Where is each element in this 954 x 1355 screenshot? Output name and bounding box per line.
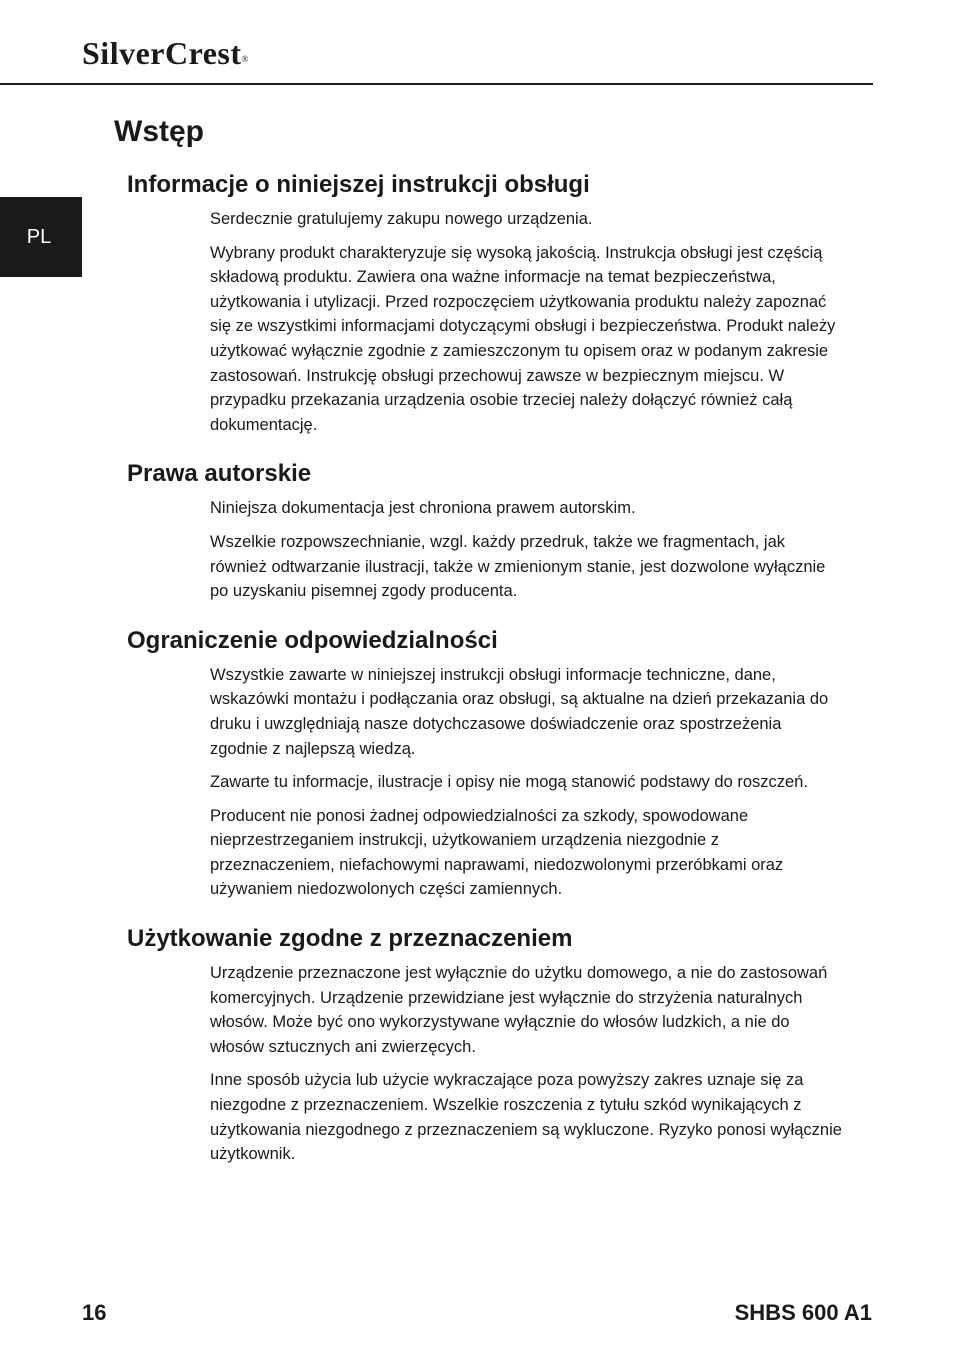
brand-name: SilverCrest: [82, 35, 242, 71]
paragraph: Wszystkie zawarte w niniejszej instrukcji obsługi informacje techniczne, dane, wskazówki montażu i podłączania oraz obsługi, są aktualne na dzień przekazania do druku i uwzględniają nasze dotychczasowe doświadczenie oraz spostrzeżenia zgodnie z najlepszą wiedzą.: [210, 665, 829, 758]
paragraph: Inne sposób użycia lub użycie wykraczające poza powyższy zakres uznaje się za niezgodne z przeznaczeniem. Wszelkie roszczenia z tytułu szkód wynikających z użytkowania niezgodnego z przeznaczeniem są wykluczone. Ryzyko ponosi wyłącznie użytkownik.: [210, 1071, 842, 1164]
section-intended-use: [127, 922, 847, 1167]
page-title: Wstęp: [114, 115, 204, 148]
section-body: [210, 207, 842, 437]
brand-logo: [82, 33, 249, 73]
section-heading: Informacje o niniejszej instrukcji obsługi: [127, 171, 590, 198]
model-number: SHBS 600 A1: [734, 1300, 872, 1325]
section-body: [210, 496, 842, 603]
section-manual-info: [127, 168, 847, 437]
paragraph: Wybrany produkt charakteryzuje się wysoką jakością. Instrukcja obsługi jest częścią składową produktu. Zawiera ona ważne informacje na temat bezpieczeństwa, użytkowania i utylizacji. Przed rozpoczęciem użytkowania produktu należy zapoznać się ze wszystkimi informacjami dotyczącymi obsługi i bezpieczeństwa. Produkt należy użytkować wyłącznie zgodnie z zamieszczonym tu opisem oraz w podanym zakresie zastosowań. Instrukcję obsługi przechowuj zawsze w bezpiecznym miejscu. W przypadku przekazania urządzenia osobie trzeciej należy dołączyć również całą dokumentację.: [210, 243, 836, 434]
paragraph: Urządzenie przeznaczone jest wyłącznie do użytku domowego, a nie do zastosowań komercyjnych. Urządzenie przewidziane jest wyłącznie do strzyżenia naturalnych włosów. Może być ono wykorzystywane wyłącznie do włosów ludzkich, a nie do włosów sztucznych ani zwierzęcych.: [210, 964, 828, 1056]
section-heading: Prawa autorskie: [127, 460, 312, 488]
language-tab: PL: [0, 197, 82, 277]
section-body: [210, 663, 842, 902]
page-number: 16: [82, 1300, 107, 1325]
section-heading: Ograniczenie odpowiedzialności: [127, 626, 498, 654]
section-liability: [127, 624, 847, 902]
main-content: [127, 168, 847, 1167]
paragraph: Niniejsza dokumentacja jest chroniona prawem autorskim.: [210, 499, 636, 518]
registered-mark: ®: [241, 54, 249, 64]
paragraph: Serdecznie gratulujemy zakupu nowego urządzenia.: [210, 210, 593, 228]
paragraph: Zawarte tu informacje, ilustracje i opisy nie mogą stanowić podstawy do roszczeń.: [210, 773, 808, 792]
paragraph: Wszelkie rozpowszechnianie, wzgl. każdy przedruk, także we fragmentach, jak również odtwarzanie ilustracji, także w zmienionym stanie, jest dozwolone wyłącznie po uzyskaniu pisemnej zgody producenta.: [210, 532, 826, 601]
header-rule: [0, 83, 873, 85]
section-heading: Użytkowanie zgodne z przeznaczeniem: [127, 925, 573, 953]
section-body: [210, 961, 842, 1167]
section-copyright: [127, 457, 847, 603]
paragraph: Producent nie ponosi żadnej odpowiedzialności za szkody, spowodowane nieprzestrzeganiem instrukcji, użytkowaniem urządzenia niezgodnie z przeznaczeniem, niefachowymi naprawami, niedozwolonymi przeróbkami oraz używaniem niedozwolonych części zamiennych.: [210, 806, 784, 899]
